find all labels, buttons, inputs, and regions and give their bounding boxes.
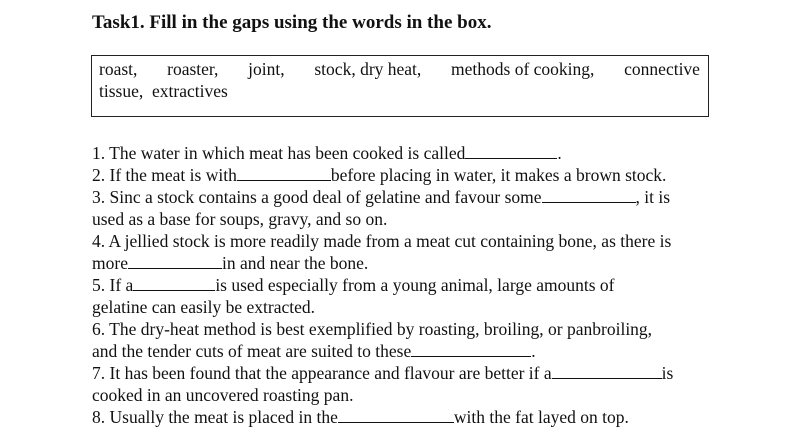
- exercise-line: [92, 362, 732, 384]
- exercise-text: is used especially from a young animal, large amounts of: [215, 275, 615, 295]
- word-box-word: stock, dry heat,: [314, 59, 422, 79]
- word-box-word: roaster,: [167, 59, 219, 79]
- word-box-word: connective: [624, 59, 700, 79]
- exercise-line: [92, 230, 732, 252]
- exercise-text: cooked in an uncovered roasting pan.: [92, 385, 354, 405]
- exercise-text: 8. Usually the meat is placed in the: [92, 407, 338, 427]
- exercise-text: .: [531, 341, 536, 361]
- exercise-text: .: [557, 143, 562, 163]
- word-box-word: roast,: [99, 59, 138, 79]
- word-box-line-2: tissue, extractives: [99, 81, 228, 101]
- exercise-list: [92, 142, 732, 428]
- exercise-text: , it is: [635, 187, 671, 207]
- exercise-line: [92, 208, 732, 230]
- exercise-line: [92, 384, 732, 406]
- exercise-line: [92, 296, 732, 318]
- exercise-line: [92, 406, 732, 428]
- answer-blank[interactable]: [465, 142, 557, 159]
- answer-blank[interactable]: [542, 186, 636, 203]
- exercise-text: 3. Sinc a stock contains a good deal of gelatine and favour some: [92, 187, 542, 207]
- exercise-line: [92, 318, 732, 340]
- answer-blank[interactable]: [338, 406, 454, 423]
- exercise-line: [92, 274, 732, 296]
- exercise-text: 4. A jellied stock is more readily made from a meat cut containing bone, as there is: [92, 231, 672, 251]
- exercise-line: [92, 186, 732, 208]
- exercise-line: [92, 252, 732, 274]
- exercise-text: 2. If the meat is with: [92, 165, 237, 185]
- exercise-text: 7. It has been found that the appearance and flavour are better if a: [92, 363, 552, 383]
- answer-blank[interactable]: [133, 274, 215, 291]
- exercise-text: 5. If a: [92, 275, 134, 295]
- answer-blank[interactable]: [552, 362, 662, 379]
- answer-blank[interactable]: [237, 164, 331, 181]
- exercise-text: is: [661, 363, 674, 383]
- exercise-text: before placing in water, it makes a brown stock.: [330, 165, 667, 185]
- exercise-text: gelatine can easily be extracted.: [92, 297, 316, 317]
- exercise-text: more: [92, 253, 128, 273]
- task-title: Task1. Fill in the gaps using the words in the box.: [92, 12, 492, 33]
- exercise-line: [92, 340, 732, 362]
- word-box: [91, 55, 709, 117]
- word-box-line-1: [99, 58, 700, 80]
- word-box-word: methods of cooking,: [451, 59, 595, 79]
- exercise-line: [92, 142, 732, 164]
- exercise-text: and the tender cuts of meat are suited to these: [92, 341, 412, 361]
- word-box-word: joint,: [248, 59, 285, 79]
- exercise-text: used as a base for soups, gravy, and so on.: [92, 209, 388, 229]
- exercise-line: [92, 164, 732, 186]
- answer-blank[interactable]: [411, 340, 531, 357]
- exercise-text: in and near the bone.: [221, 253, 369, 273]
- exercise-text: with the fat layed on top.: [453, 407, 629, 427]
- exercise-text: 6. The dry-heat method is best exemplified by roasting, broiling, or panbroiling,: [92, 319, 653, 339]
- answer-blank[interactable]: [128, 252, 222, 269]
- exercise-text: 1. The water in which meat has been cooked is called: [92, 143, 466, 163]
